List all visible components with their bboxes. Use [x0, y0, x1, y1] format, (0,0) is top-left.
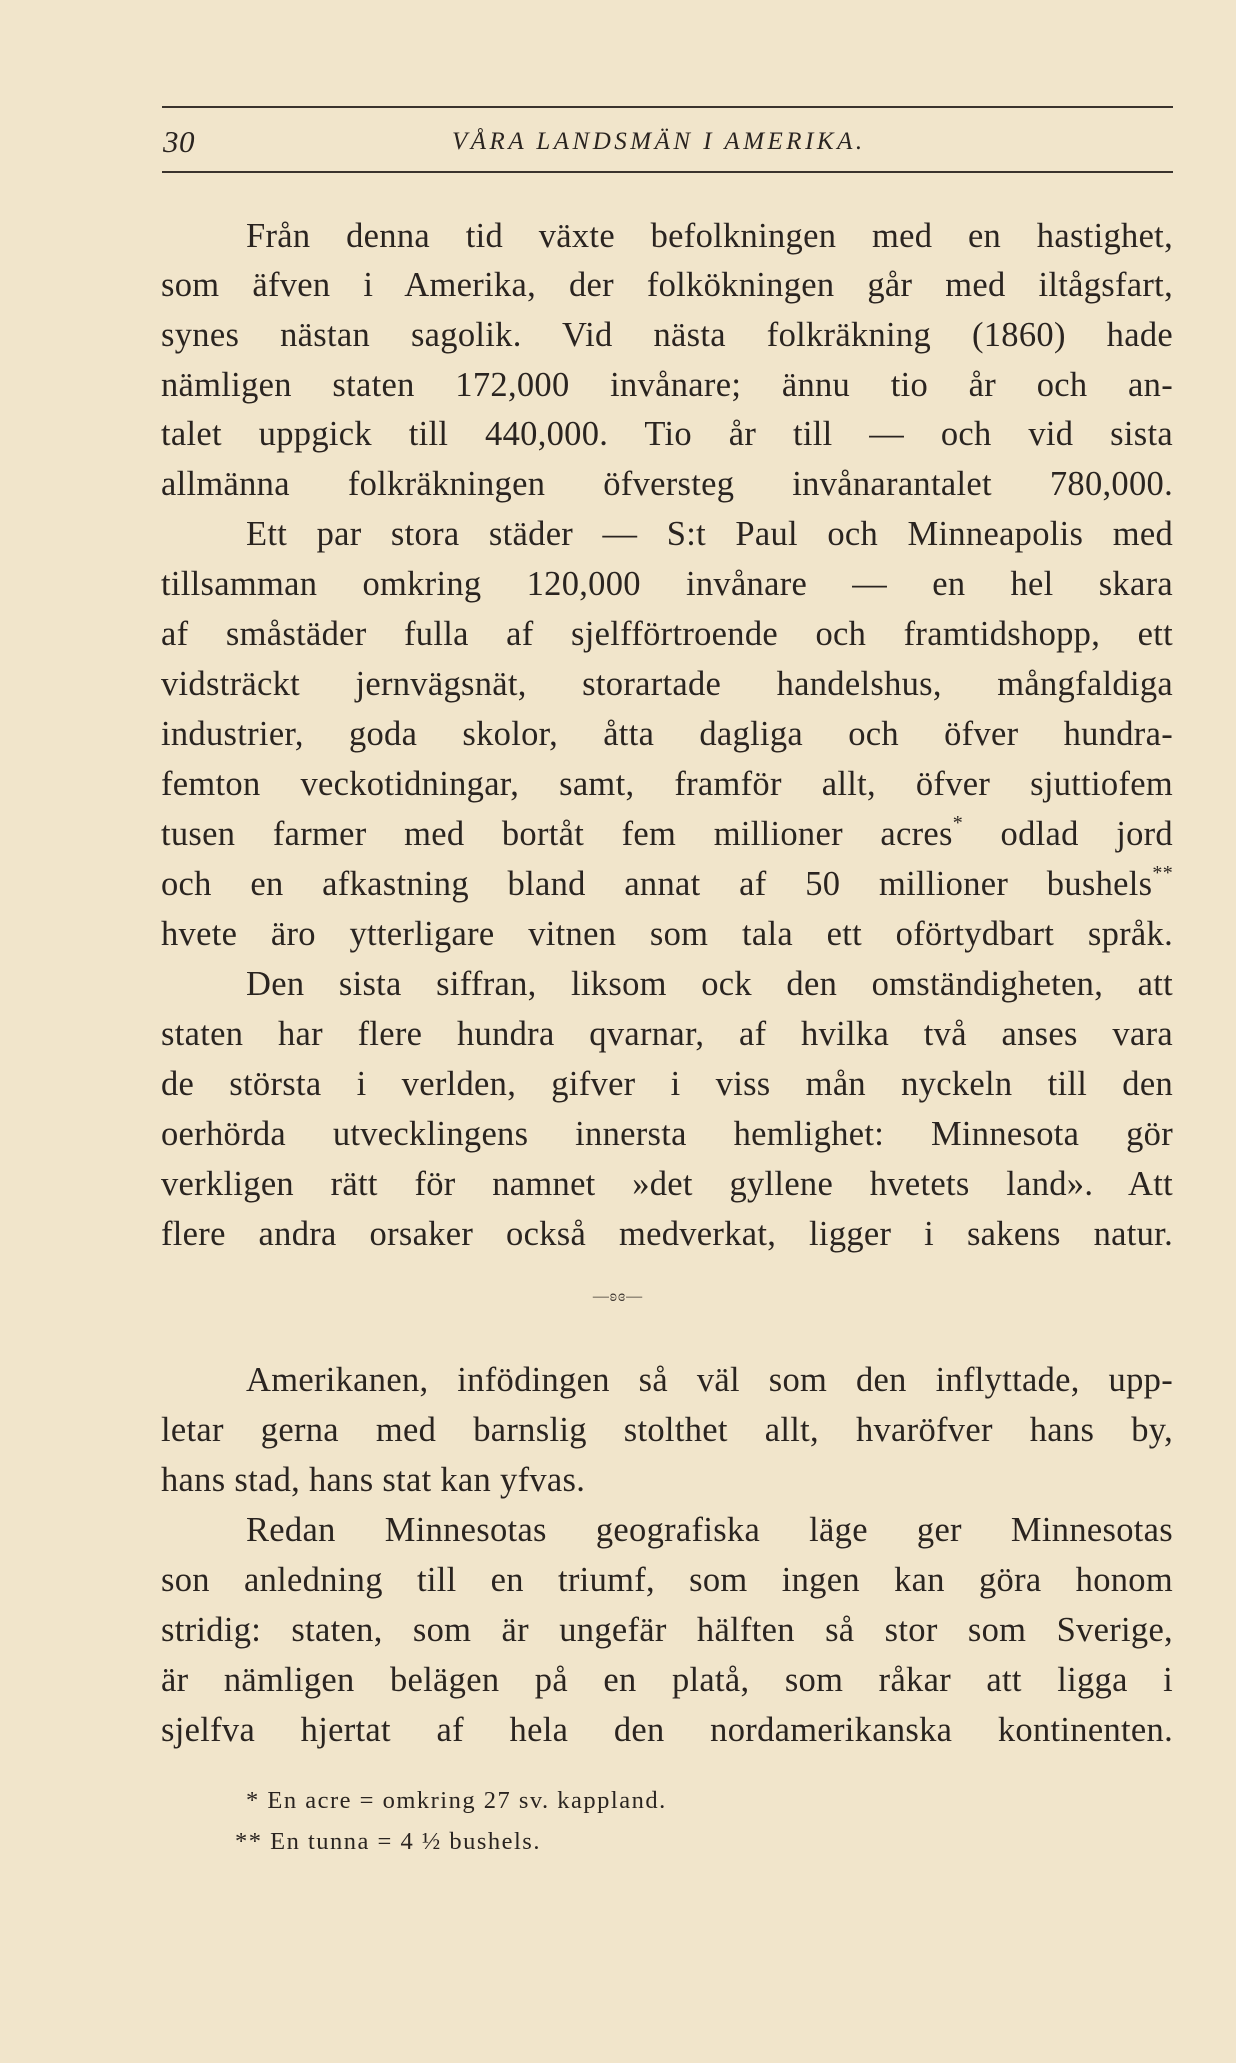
footnote-mark: *	[952, 812, 964, 834]
text-line: Redan Minnesotas geografiska läge ger Minnesotas	[246, 1511, 1173, 1549]
page-number: 30	[163, 124, 195, 159]
footnote: ** En tunna = 4 ½ bushels.	[235, 1828, 541, 1855]
text-line: verkligen rätt för namnet »det gyllene hvetets land». Att	[161, 1165, 1173, 1203]
text-line: staten har flere hundra qvarnar, af hvilka två anses vara	[161, 1015, 1173, 1053]
text-fragment: odlad jord	[963, 815, 1173, 853]
text-line: hvete äro ytterligare vitnen som tala ett oförtydbart språk.	[161, 915, 1173, 953]
text-fragment: och en afkastning bland annat af 50 millioner bushels	[161, 865, 1153, 903]
text-line-footnote-ref	[161, 811, 1173, 857]
text-line: stridig: staten, som är ungefär hälften så stor som Sverige,	[161, 1611, 1173, 1649]
header-top-rule	[162, 106, 1173, 108]
text-line: tillsamman omkring 120,000 invånare — en hel skara	[161, 565, 1173, 603]
text-line: letar gerna med barnslig stolthet allt, hvaröfver hans by,	[161, 1411, 1173, 1449]
footnote: * En acre = omkring 27 sv. kappland.	[246, 1787, 667, 1814]
text-line: vidsträckt jernvägsnät, storartade handelshus, mångfaldiga	[161, 665, 1173, 703]
section-ornament: —ʚɞ—	[592, 1288, 644, 1305]
text-line: af småstäder fulla af sjelfförtroende och framtidshopp, ett	[161, 615, 1173, 653]
text-line: industrier, goda skolor, åtta dagliga och öfver hundra-	[161, 715, 1173, 753]
text-line: synes nästan sagolik. Vid nästa folkräkning (1860) hade	[161, 316, 1173, 354]
text-line: oerhörda utvecklingens innersta hemlighet: Minnesota gör	[161, 1115, 1173, 1153]
text-line: sjelfva hjertat af hela den nordamerikanska kontinenten.	[161, 1711, 1173, 1749]
text-line: Amerikanen, infödingen så väl som den inflyttade, upp-	[246, 1361, 1173, 1399]
text-line-footnote-ref	[161, 861, 1173, 907]
text-line: son anledning till en triumf, som ingen kan göra honom	[161, 1561, 1173, 1599]
text-line: hans stad, hans stat kan yfvas.	[161, 1461, 586, 1499]
text-line: talet uppgick till 440,000. Tio år till — och vid sista	[161, 415, 1173, 453]
text-line: som äfven i Amerika, der folkökningen går med iltågsfart,	[161, 266, 1173, 304]
header-bottom-rule	[162, 171, 1173, 173]
text-fragment: tusen farmer med bortåt fem millioner acres	[161, 815, 953, 853]
text-line: Ett par stora städer — S:t Paul och Minneapolis med	[246, 515, 1173, 553]
text-line: femton veckotidningar, samt, framför allt, öfver sjuttiofem	[161, 765, 1173, 803]
text-line: allmänna folkräkningen öfversteg invånarantalet 780,000.	[161, 465, 1173, 503]
text-line: de största i verlden, gifver i viss mån nyckeln till den	[161, 1065, 1173, 1103]
text-line: Från denna tid växte befolkningen med en hastighet,	[246, 217, 1173, 255]
text-line: flere andra orsaker också medverkat, ligger i sakens natur.	[161, 1215, 1173, 1253]
text-line: Den sista siffran, liksom ock den omständigheten, att	[246, 965, 1173, 1003]
footnote-mark: **	[1152, 862, 1173, 884]
running-title: VÅRA LANDSMÄN I AMERIKA.	[452, 128, 866, 155]
text-line: nämligen staten 172,000 invånare; ännu tio år och an-	[161, 366, 1173, 404]
text-line: är nämligen belägen på en platå, som råkar att ligga i	[161, 1661, 1173, 1699]
